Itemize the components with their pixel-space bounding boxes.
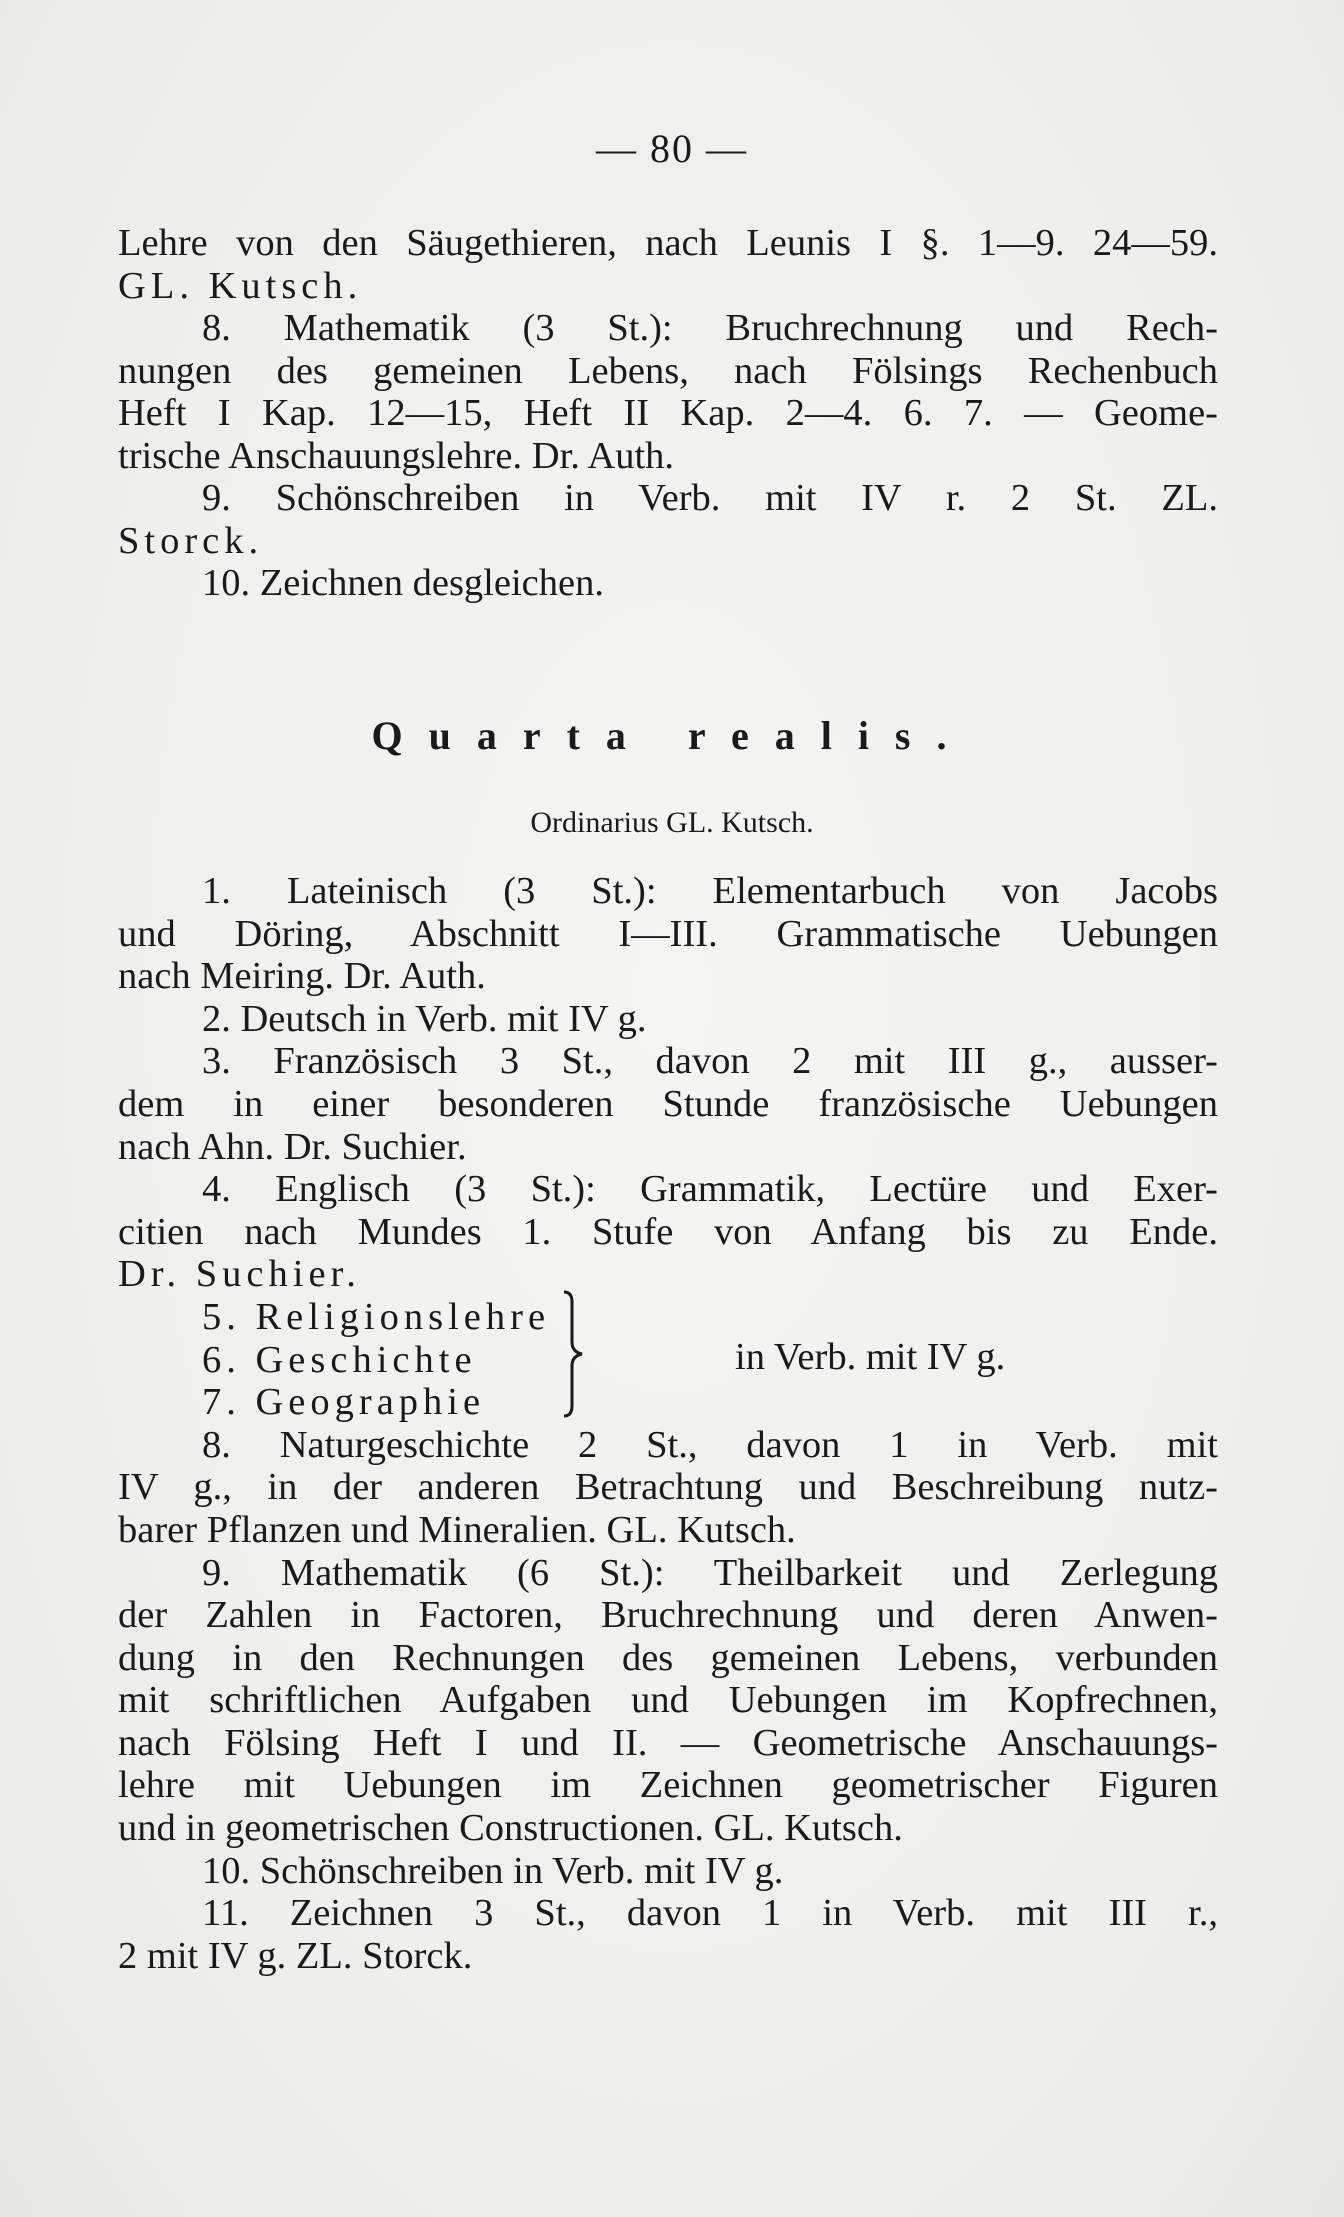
text-line: 8. Mathematik (3 St.): Bruchrechnung und Rech- (202, 307, 1218, 349)
text-line: 4. Englisch (3 St.): Grammatik, Lectüre und Exer- (202, 1168, 1218, 1211)
text-line: Heft I Kap. 12—15, Heft II Kap. 2—4. 6. 7. — Geome- (118, 392, 1218, 434)
text-line: barer Pflanzen und Mineralien. GL. Kutsch. (118, 1508, 796, 1551)
text-line: 9. Schönschreiben in Verb. mit IV r. 2 St. ZL. (202, 477, 1218, 519)
text-line: dem in einer besonderen Stunde französische Uebungen (118, 1082, 1218, 1125)
ordinarius-line: Ordinarius GL. Kutsch. (530, 806, 814, 839)
text-line: Dr. Suchier. (118, 1253, 361, 1296)
text-line: Storck. (118, 519, 264, 562)
text-line: nungen des gemeinen Lebens, nach Fölsings Rechenbuch (118, 349, 1218, 392)
brace-annotation: in Verb. mit IV g. (735, 1336, 1006, 1378)
text-line: Lehre von den Säugethieren, nach Leunis I §. 1—9. 24—59. (118, 222, 1218, 264)
text-line: IV g., in der anderen Betrachtung und Beschreibung nutz- (118, 1466, 1218, 1509)
text-line: und in geometrischen Constructionen. GL. Kutsch. (118, 1807, 903, 1850)
text-line: mit schriftlichen Aufgaben und Uebungen im Kopfrechnen, (118, 1679, 1218, 1722)
section-heading: Quarta realis. (371, 713, 973, 758)
text-line: lehre mit Uebungen im Zeichnen geometrischer Figuren (118, 1764, 1218, 1807)
text-line: 8. Naturgeschichte 2 St., davon 1 in Verb. mit (202, 1423, 1218, 1466)
text-line: 6. Geschichte (202, 1338, 477, 1381)
text-line: 3. Französisch 3 St., davon 2 mit III g., ausser- (202, 1040, 1218, 1083)
text-line: 2 mit IV g. ZL. Storck. (118, 1934, 473, 1977)
text-line: 5. Religionslehre (202, 1295, 551, 1338)
text-line: 11. Zeichnen 3 St., davon 1 in Verb. mit III r., (202, 1892, 1218, 1935)
text-line: nach Fölsing Heft I und II. — Geometrische Anschauungs- (118, 1721, 1218, 1764)
text-line: nach Ahn. Dr. Suchier. (118, 1125, 467, 1168)
text-line: trische Anschauungslehre. Dr. Auth. (118, 434, 675, 477)
text-line: 9. Mathematik (6 St.): Theilbarkeit und Zerlegung (202, 1551, 1218, 1594)
text-line: GL. Kutsch. (118, 264, 363, 307)
text-line: 10. Schönschreiben in Verb. mit IV g. (202, 1849, 784, 1892)
text-line: der Zahlen in Factoren, Bruchrechnung und deren Anwen- (118, 1594, 1218, 1637)
text-line: citien nach Mundes 1. Stufe von Anfang bis zu Ende. (118, 1210, 1218, 1253)
quarta-section (118, 870, 1218, 1977)
text-line: 10. Zeichnen desgleichen. (202, 562, 604, 604)
curly-brace-icon (560, 1290, 584, 1418)
text-line: und Döring, Abschnitt I—III. Grammatische Uebungen (118, 912, 1218, 955)
page-number: — 80 — (596, 126, 748, 171)
text-line: nach Meiring. Dr. Auth. (118, 955, 486, 998)
text-line: 7. Geographie (202, 1381, 486, 1424)
top-section (118, 222, 1218, 605)
text-line: dung in den Rechnungen des gemeinen Lebens, verbunden (118, 1636, 1218, 1679)
text-line: 1. Lateinisch (3 St.): Elementarbuch von Jacobs (202, 870, 1218, 912)
text-line: 2. Deutsch in Verb. mit IV g. (202, 997, 647, 1040)
